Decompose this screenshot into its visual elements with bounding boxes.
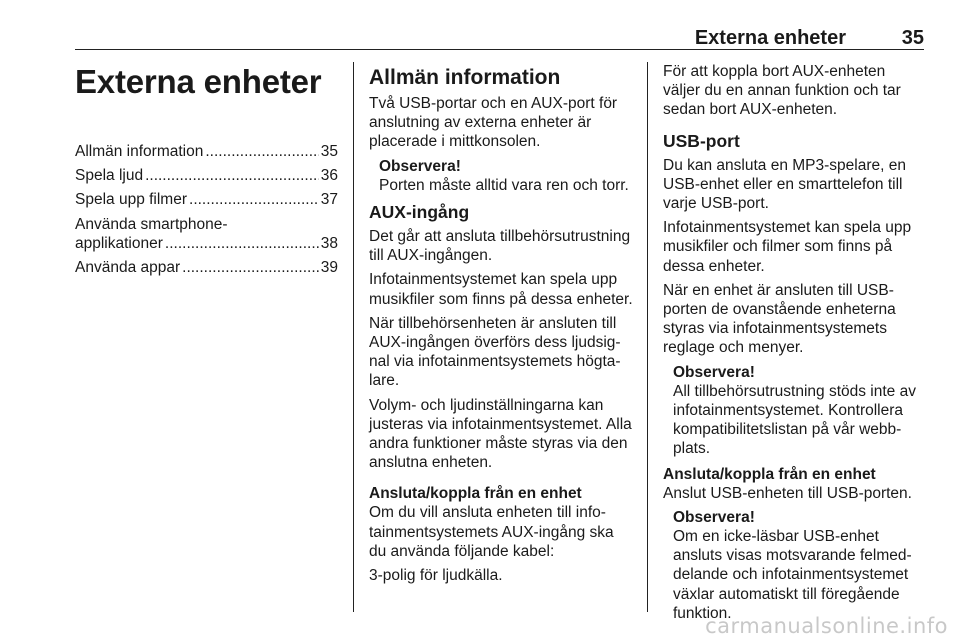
toc-label: Allmän information [75, 143, 204, 160]
toc-page: 39 [320, 259, 338, 277]
paragraph: När en enhet är ansluten till USB-porten de ovanstående enheterna styras via infotainmentsystemets reglage och menyer. [663, 281, 896, 357]
paragraph: Anslut USB-enheten till USB-porten. [663, 484, 912, 502]
running-title: Externa enheter [694, 27, 846, 49]
section-heading-general: Allmän information [369, 66, 561, 89]
note-text: Porten måste alltid vara ren och torr. [379, 176, 629, 194]
toc-page: 37 [320, 191, 338, 209]
note-title: Observera! [673, 363, 755, 381]
toc-label: Använda appar [75, 259, 181, 277]
paragraph: Infotainmentsystemet kan spela upp musikfiler och filmer som finns på dessa enheter. [663, 219, 912, 275]
note-box [673, 508, 925, 623]
toc-entry[interactable] [75, 142, 338, 161]
column-toc [75, 62, 338, 282]
toc-leader [165, 234, 319, 253]
subsection-heading-usb: USB-port [663, 130, 740, 151]
column-divider [647, 62, 648, 612]
note-text: Om en icke-läsbar USB-enhet ansluts visas motsvarande felmeddelande och infotainmentsystemet växlar automatiskt till föregående funktion. [673, 528, 912, 622]
toc-page: 35 [320, 143, 338, 160]
column-divider [353, 62, 354, 612]
toc-entry[interactable] [75, 166, 338, 185]
toc-label: Spela upp filmer [75, 191, 188, 209]
toc-entry[interactable] [75, 258, 338, 277]
note-box [673, 363, 925, 459]
toc-leader [145, 166, 319, 185]
table-of-contents [75, 142, 338, 277]
paragraph: 3-polig för ljudkälla. [369, 567, 503, 585]
page-header [75, 27, 924, 50]
watermark: carmanualsonline.info [705, 614, 948, 638]
note-box [379, 157, 634, 195]
paragraph: Infotainmentsystemet kan spela upp musikfiler som finns på dessa enheter. [369, 271, 633, 308]
toc-leader [205, 142, 318, 161]
toc-leader [189, 190, 319, 209]
toc-label-line1: Använda smartphone- [75, 215, 228, 233]
column-usb [663, 62, 925, 628]
subheading-connect: Ansluta/koppla från en enhet [369, 485, 582, 503]
subsection-heading-aux: AUX-ingång [369, 202, 470, 223]
toc-page: 38 [320, 234, 338, 252]
chapter-title: Externa enheter [75, 63, 322, 100]
paragraph: Två USB-portar och en AUX-port för anslutning av externa enheter är placerade i mittkonsolen. [369, 95, 618, 151]
subheading-connect: Ansluta/koppla från en enhet [663, 465, 876, 483]
paragraph: När tillbehörsenheten är ansluten till AUX-ingången överförs dess ljudsignal via infotainmentsystemets högtalare. [369, 314, 621, 390]
note-title: Observera! [379, 157, 461, 175]
toc-leader [182, 258, 319, 277]
toc-label: applikationer [75, 234, 163, 252]
toc-page: 36 [320, 167, 338, 185]
paragraph: Volym- och ljudinställningarna kan justeras via infotainmentsystemet. Alla andra funktioner måste styras via den anslutna enheten. [369, 396, 632, 472]
column-general [369, 62, 634, 590]
toc-entry[interactable] [75, 215, 338, 253]
toc-entry[interactable] [75, 190, 338, 209]
note-title: Observera! [673, 508, 755, 526]
toc-label: Spela ljud [75, 167, 144, 185]
paragraph: Du kan ansluta en MP3-spelare, en USB-enhet eller en smarttelefon till varje USB-port. [663, 156, 906, 213]
paragraph: Om du vill ansluta enheten till infotainmentsystemets AUX-ingång ska du använda följande kabel: [369, 504, 614, 560]
paragraph: Det går att ansluta tillbehörsutrustning till AUX-ingången. [369, 228, 631, 265]
note-text: All tillbehörsutrustning stöds inte av infotainmentsystemet. Kontrollera kompatibilitetslistan på vår webbplats. [673, 382, 916, 458]
paragraph: För att koppla bort AUX-enheten väljer du en annan funktion och tar sedan bort AUX-enheten. [663, 63, 901, 119]
page-number: 35 [901, 27, 924, 49]
